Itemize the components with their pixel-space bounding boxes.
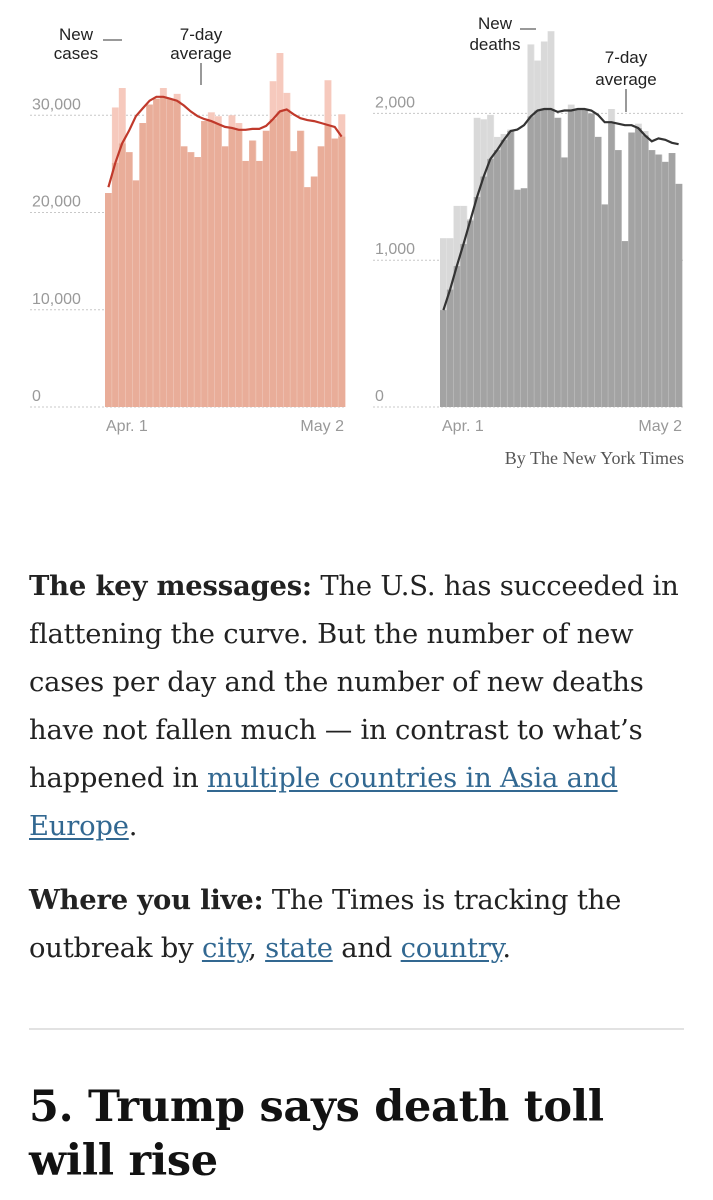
cases-average-fill: [331, 139, 338, 407]
where-you-live-paragraph: [29, 876, 689, 973]
deaths-average-fill: [541, 109, 548, 407]
deaths-average-fill: [447, 290, 454, 407]
deaths-average-fill: [507, 131, 514, 407]
cases-y-tick-label: 10,000: [32, 290, 81, 308]
deaths-average-annotation: average: [595, 70, 657, 89]
cases-average-fill: [180, 146, 187, 407]
cases-bars-annotation: cases: [53, 44, 99, 63]
cases-average-fill: [167, 99, 174, 407]
deaths-average-fill: [554, 118, 561, 407]
deaths-average-fill: [574, 109, 581, 407]
cases-bars-annotation: New: [58, 25, 94, 44]
cases-average-fill: [215, 124, 222, 407]
cases-average-fill: [228, 128, 235, 407]
countries-link[interactable]: multiple countries in Asia and Europe: [29, 763, 618, 842]
cases-average-annotation: 7-day: [179, 25, 223, 44]
deaths-average-fill: [595, 137, 602, 407]
deaths-average-fill: [548, 109, 555, 407]
deaths-average-fill: [467, 221, 474, 407]
cases-average-fill: [256, 161, 263, 407]
deaths-average-fill: [494, 150, 501, 407]
deaths-average-fill: [662, 162, 669, 407]
charts-figure: [0, 0, 713, 480]
cases-average-fill: [324, 125, 331, 407]
cases-x-tick-label: Apr. 1: [106, 418, 148, 435]
deaths-average-fill: [534, 110, 541, 407]
cases-average-fill: [304, 187, 311, 407]
deaths-average-fill: [608, 122, 615, 407]
cases-average-fill: [222, 146, 229, 407]
deaths-average-fill: [521, 188, 528, 407]
cases-average-fill: [187, 152, 194, 407]
cases-average-fill: [270, 119, 277, 407]
deaths-average-fill: [601, 204, 608, 407]
deaths-average-fill: [501, 140, 508, 407]
deaths-average-fill: [581, 109, 588, 407]
deaths-x-tick-label: Apr. 1: [442, 418, 484, 435]
separator-and: and: [332, 933, 401, 964]
deaths-average-annotation: 7-day: [604, 48, 648, 67]
cases-y-tick-label: 0: [32, 388, 41, 405]
cases-average-fill: [201, 121, 208, 407]
cases-average-fill: [126, 152, 133, 407]
deaths-average-fill: [655, 155, 662, 407]
cases-average-fill: [338, 137, 345, 407]
where-you-live-label: Where you live:: [29, 884, 264, 916]
new-cases-chart: [30, 25, 346, 435]
cases-average-fill: [235, 130, 242, 407]
deaths-average-fill: [669, 153, 676, 407]
deaths-bars-annotation: deaths: [469, 35, 521, 54]
cases-average-fill: [194, 157, 201, 407]
cases-average-fill: [153, 99, 160, 407]
chart-credit: By The New York Times: [504, 448, 684, 468]
key-messages-text: The U.S. has succeeded in flattening the curve. But the number of new cases per day and the number of new deaths have not fallen much — in contrast to what’s happened in: [29, 571, 679, 794]
deaths-average-fill: [642, 135, 649, 407]
deaths-y-tick-label: 1,000: [375, 241, 416, 259]
city-link[interactable]: city: [201, 933, 249, 964]
deaths-y-tick-label: 2,000: [375, 94, 416, 112]
cases-average-annotation: average: [170, 44, 232, 63]
deaths-average-fill: [453, 266, 460, 407]
cases-average-fill: [242, 161, 249, 407]
deaths-average-fill: [628, 132, 635, 407]
cases-average-fill: [283, 109, 290, 407]
cases-average-fill: [112, 163, 119, 407]
cases-average-fill: [249, 141, 256, 407]
separator-comma: ,: [248, 933, 266, 964]
cases-average-fill: [276, 111, 283, 407]
cases-average-fill: [105, 193, 112, 407]
cases-y-tick-label: 30,000: [32, 96, 81, 114]
cases-average-fill: [132, 180, 139, 407]
deaths-x-tick-label: May 2: [638, 418, 682, 435]
cases-average-fill: [297, 131, 304, 407]
deaths-average-fill: [622, 241, 629, 407]
deaths-average-fill: [568, 110, 575, 407]
deaths-bars-annotation: New: [477, 14, 513, 33]
section-heading: 5. Trump says death toll will rise: [29, 1082, 604, 1186]
deaths-average-fill: [514, 190, 521, 407]
where-you-live-period: .: [502, 933, 511, 964]
deaths-average-fill: [460, 244, 467, 407]
cases-average-fill: [174, 101, 181, 407]
cases-x-tick-label: May 2: [300, 418, 344, 435]
deaths-average-fill: [635, 128, 642, 407]
key-messages-label: The key messages:: [29, 570, 312, 602]
deaths-average-fill: [615, 150, 622, 407]
cases-y-tick-label: 20,000: [32, 193, 81, 211]
deaths-average-fill: [474, 197, 481, 407]
section-divider: [29, 1028, 684, 1030]
deaths-average-fill: [487, 159, 494, 407]
deaths-y-tick-label: 0: [375, 388, 384, 405]
cases-average-fill: [160, 97, 167, 407]
deaths-average-fill: [440, 310, 447, 407]
deaths-average-fill: [648, 150, 655, 407]
cases-average-fill: [208, 121, 215, 407]
cases-average-fill: [263, 131, 270, 407]
deaths-average-fill: [675, 184, 682, 407]
key-messages-period: .: [128, 811, 138, 842]
country-link[interactable]: country: [400, 933, 503, 964]
cases-average-fill: [290, 151, 297, 407]
where-you-live-text: The Times is tracking the outbreak by: [29, 885, 622, 964]
deaths-average-fill: [588, 113, 595, 407]
new-deaths-chart: [373, 14, 683, 435]
deaths-average-fill: [480, 177, 487, 407]
cases-average-fill: [119, 143, 126, 407]
deaths-average-fill: [561, 157, 568, 407]
state-link[interactable]: state: [265, 933, 333, 964]
key-messages-paragraph: [29, 562, 689, 851]
cases-average-fill: [318, 146, 325, 407]
cases-average-fill: [139, 123, 146, 407]
cases-average-fill: [311, 177, 318, 407]
deaths-average-fill: [527, 116, 534, 407]
cases-average-fill: [146, 105, 153, 407]
